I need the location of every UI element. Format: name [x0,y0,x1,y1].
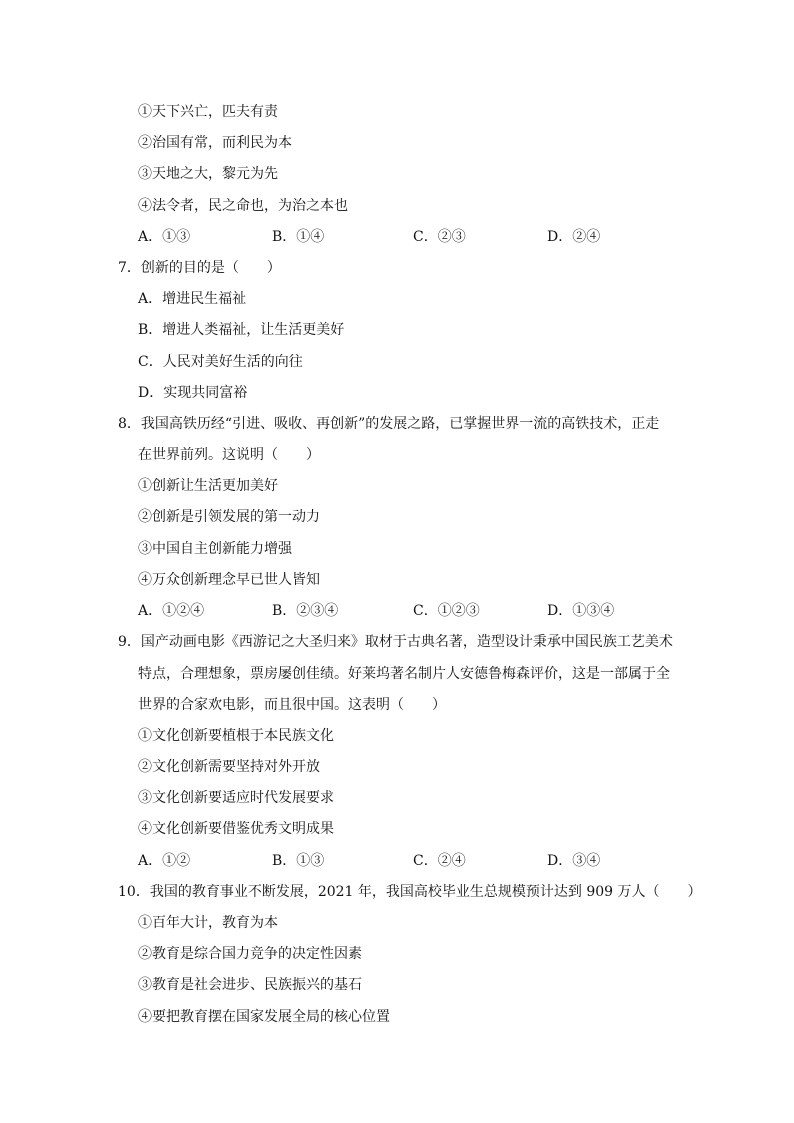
q7-choice-d: D．实现共同富裕 [138,385,248,401]
q8-stem-line-2: 在世界前列。这说明（ ） [138,447,320,463]
q8-stem-line-1: 8．我国高铁历经“引进、吸收、再创新”的发展之路，已掌握世界一流的高铁技术，正走 [118,416,660,432]
q8-statement-4: ④万众创新理念早已世人皆知 [138,572,320,588]
q7-choice-c: C．人民对美好生活的向往 [138,354,303,370]
q6-statement-3: ③天地之大，黎元为先 [138,166,278,182]
q10-stem: 10．我国的教育事业不断发展，2021 年，我国高校毕业生总规模预计达到 909 万人（ ） [118,884,702,900]
q9-stem-line-1: 9．国产动画电影《西游记之大圣归来》取材于古典名著，造型设计秉承中国民族工艺美术 [118,634,673,650]
q8-option-a: A．①②④ [138,603,205,619]
q9-option-d: D．③④ [547,853,601,869]
q6-statement-2: ②治国有常，而利民为本 [138,135,292,151]
q9-stem-line-2: 特点，合理想象，票房屡创佳绩。好莱坞著名制片人安德鲁梅森评价，这是一部属于全 [138,666,670,682]
q9-stem-line-3: 世界的合家欢电影，而且很中国。这表明（ ） [138,697,446,713]
q6-option-c: C．②③ [413,229,466,245]
q8-statement-3: ③中国自主创新能力增强 [138,541,292,557]
q7-choice-a: A．增进民生福祉 [138,291,247,307]
q7-choice-b: B．增进人类福祉，让生活更美好 [138,322,345,338]
q9-option-c: C．②④ [413,853,466,869]
q9-statement-4: ④文化创新要借鉴优秀文明成果 [138,821,334,837]
q6-statement-4: ④法令者，民之命也，为治之本也 [138,198,348,214]
q8-statement-2: ②创新是引领发展的第一动力 [138,509,320,525]
q10-statement-3: ③教育是社会进步、民族振兴的基石 [138,977,362,993]
q9-statement-1: ①文化创新要植根于本民族文化 [138,728,334,744]
q9-statement-2: ②文化创新需要坚持对外开放 [138,759,320,775]
q6-option-a: A．①③ [138,229,191,245]
q8-statement-1: ①创新让生活更加美好 [138,478,278,494]
q10-statement-4: ④要把教育摆在国家发展全局的核心位置 [138,1009,390,1025]
q6-option-b: B．①④ [272,229,325,245]
q8-option-b: B．②③④ [272,603,339,619]
q10-statement-2: ②教育是综合国力竞争的决定性因素 [138,946,362,962]
q9-statement-3: ③文化创新要适应时代发展要求 [138,790,334,806]
q6-statement-1: ①天下兴亡，匹夫有责 [138,104,278,120]
q6-option-d: D．②④ [547,229,601,245]
q8-option-d: D．①③④ [547,603,615,619]
q9-option-b: B．①③ [272,853,325,869]
q8-option-c: C．①②③ [413,603,480,619]
q7-stem: 7．创新的目的是（ ） [118,260,281,276]
q10-statement-1: ①百年大计，教育为本 [138,915,278,931]
q9-option-a: A．①② [138,853,191,869]
